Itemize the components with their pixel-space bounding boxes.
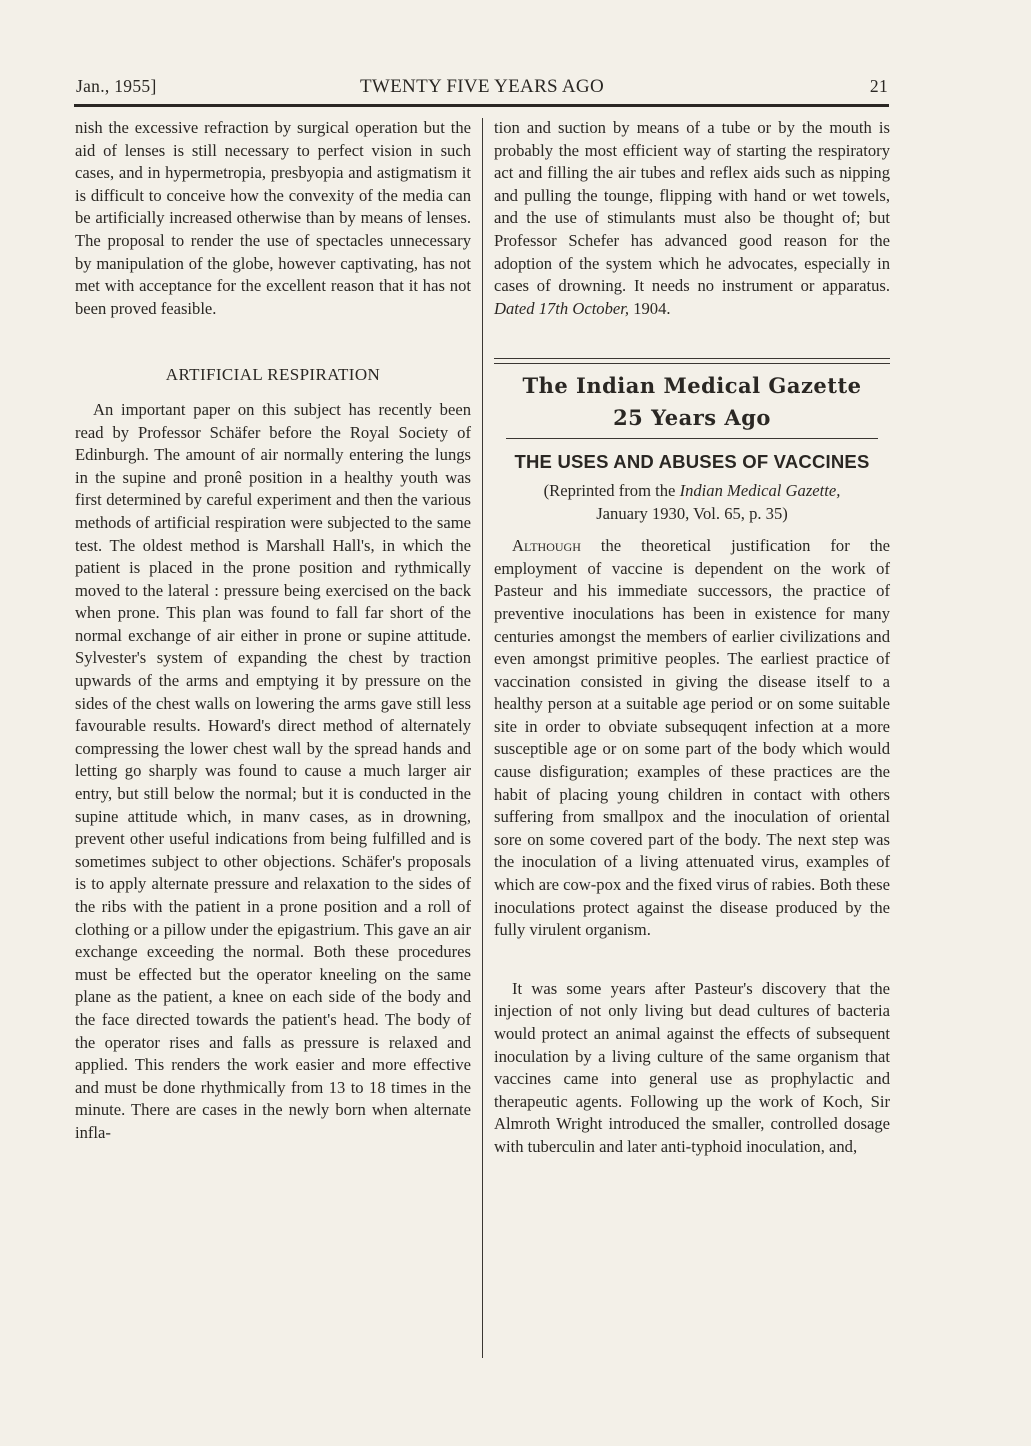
gazette-title-line2: 25 Years Ago — [613, 405, 771, 431]
column-divider — [482, 118, 483, 1358]
section-title-artificial-respiration: ARTIFICIAL RESPIRATION — [165, 365, 381, 385]
left-column — [75, 117, 471, 1145]
paragraph-vaccine-history — [494, 535, 890, 942]
reprint-prefix: (Reprinted from the — [543, 480, 676, 500]
paragraph-artificial-respiration: An important paper on this subject has recently been read by Professor Schäfer before the Royal Society of Edinburgh. The amount of air normally entering the lungs in the supine and pronê position in a healthy youth was first determined by careful experiment and then the various methods of artificial respiration were subjected to the same test. The oldest method is Marshall Hall's, in which the patient is placed in the prone position and rythmically moved to the lateral : pressure being exercised on the back when prone. This plan was found to fall far short of the normal exchange of air either in prone or supine attitude. Sylvester's system of expanding the chest by traction upwards of the arms and emptying it by pressure on the sides of the chest walls on lowering the arms gave still less favourable results. Howard's direct method of alternately compressing the lower chest wall by the spread hands and letting go sharply was found to cause a much larger air entry, but still below the normal; but it is conducted in the supine attitude which, in manv cases, as in drowning, prevent other useful indications from being fulfilled and is sometimes subject to other objections. Schäfer's proposals is to apply alternate pressure and relaxation to the sides of the ribs with the patient in a prone position and a roll of clothing or a pillow under the epigastrium. This gave an air exchange exceeding the normal. Both these procedures must be effected but the operator kneeling on the same plane as the patient, a knee on each side of the body and the face directed towards the patient's head. The body of the operator rises and falls as pressure is relaxed and applied. This renders the work easier and more effective and must be done rhythmically from 13 to 18 times in the minute. There are cases in the newly born when alternate infla- — [75, 399, 471, 1142]
gazette-banner — [494, 358, 890, 439]
running-header — [76, 72, 888, 98]
header-rule — [74, 104, 889, 107]
reprint-reference: January 1930, Vol. 65, p. 35) — [596, 503, 788, 523]
paragraph-refraction: nish the excessive refraction by surgical operation but the aid of lenses is still necessary to perfect vision in such cases, and in hypermetropia, presbyopia and astigmatism it is difficult to conceive how the convexity of the media can be artificially increased otherwise than by means of lenses. The proposal to render the use of spectacles unnecessary by manipulation of the globe, however captivating, has not met with acceptance for the excellent reason that it has not been proved feasible. — [75, 118, 471, 318]
lead-word: Although — [512, 536, 581, 556]
reprint-journal: Indian Medical Gazette, — [679, 480, 841, 500]
banner-rule-top — [494, 358, 890, 364]
gazette-title — [494, 370, 890, 434]
respiration-continued-text: tion and suction by means of a tube or by the mouth is probably the most efficient way of starting the respiratory act and filling the air tubes and reflex aids such as nipping and pulling the tounge, flipping with hand or wet towels, and the use of stimulants must also be thought of; but Professor Schefer has advanced good reason for the adoption of the system which he advocates, especially in cases of drowning. It needs no instrument or apparatus. — [494, 118, 890, 296]
dated-year: 1904. — [633, 298, 671, 318]
vaccine-history-text: the theoretical justification for the employment of vaccine is dependent on the work of Pasteur and his immediate successors, the practice of preventive inoculations has been in existence for many centuries amongst the members of earlier civilizations and even amongst primitive peoples. The earliest practice of vaccination consisted in giving the disease itself to a healthy person at a suitable age period or on some suitable site in order to obviate subsequqent infection at a more susceptible age or on some part of the body which would cause disfiguration; examples of these practices are the habit of placing young children in contact with others suffering from smallpox and the inoculation of oriental sore on some covered part of the body. The next step was the inoculation of a living attenuated virus, examples of which are cow-pox and the fixed virus of rabies. Both these inoculations protect against the disease produced by the fully virulent organism. — [494, 536, 890, 940]
issue-date: Jan., 1955] — [76, 76, 157, 96]
reprint-note — [494, 480, 890, 525]
running-title: TWENTY FIVE YEARS AGO — [360, 76, 604, 97]
right-column — [494, 117, 890, 1159]
page-number: 21 — [869, 76, 888, 96]
article-title: THE USES AND ABUSES OF VACCINES — [514, 451, 870, 473]
dated-label: Dated 17th October, — [494, 298, 630, 318]
banner-rule-bottom — [506, 438, 878, 439]
paragraph-respiration-continued — [494, 117, 890, 320]
paragraph-gap — [494, 942, 890, 978]
paragraph-pasteur: It was some years after Pasteur's discovery that the injection of not only living but dead cultures of bacteria would protect an animal against the effects of subsequent inoculation by a living culture of the same organism that vaccines came into general use as prophylactic and therapeutic agents. Following up the work of Koch, Sir Almroth Wright introduced the smaller, controlled dosage with tuberculin and later anti-typhoid inoculation, and, — [494, 978, 890, 1156]
gazette-title-line1: The Indian Medical Gazette — [522, 373, 862, 399]
